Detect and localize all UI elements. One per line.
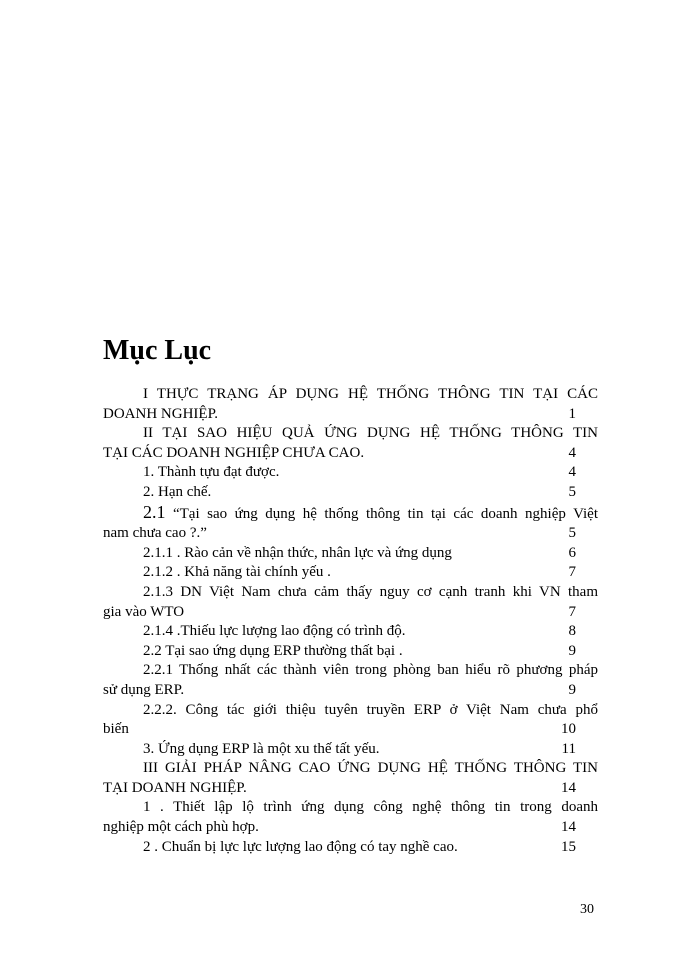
- toc-entry-page: 7: [568, 603, 576, 620]
- toc-entry[interactable]: [103, 798, 598, 837]
- toc-entry-text: [103, 503, 598, 525]
- toc-entry-page: 9: [568, 681, 576, 698]
- toc-entry[interactable]: [103, 563, 598, 583]
- toc-entry[interactable]: [103, 701, 598, 740]
- toc-entry[interactable]: [103, 583, 598, 622]
- toc-entry-text: II TẠI SAO HIỆU QUẢ ỨNG DỤNG HỆ THỐNG THÔNG TIN: [143, 425, 598, 442]
- toc-entry[interactable]: [103, 424, 598, 463]
- toc-entry-text: III GIẢI PHÁP NÂNG CAO ỨNG DỤNG HỆ THỐNG THÔNG TIN: [143, 760, 598, 777]
- toc-entry-text-cont: TẠI CÁC DOANH NGHIỆP CHƯA CAO.: [103, 444, 365, 461]
- toc-entry-text: 2.2 Tại sao ứng dụng ERP thường thất bại .: [143, 642, 403, 659]
- toc-entry[interactable]: [103, 740, 598, 760]
- toc-entry-page: 14: [561, 779, 576, 796]
- toc-entry-page: 5: [568, 483, 576, 500]
- toc-entry-text-cont: DOANH NGHIỆP.: [103, 405, 218, 422]
- toc-entry-text: 2.1.1 . Rào cản về nhận thức, nhân lực và ứng dụng: [143, 544, 452, 561]
- toc-entry[interactable]: [103, 661, 598, 700]
- toc-entry-page: 4: [568, 464, 576, 481]
- toc-entry-text: 2.1.2 . Khả năng tài chính yếu .: [143, 564, 331, 581]
- toc-entry-text-cont: biến: [103, 721, 129, 738]
- toc-entry-text-cont: TẠI DOANH NGHIỆP.: [103, 779, 247, 796]
- toc-entry[interactable]: [103, 642, 598, 662]
- toc-entry-text: 2.2.2. Công tác giới thiệu tuyên truyền ERP ở Việt Nam chưa phổ: [143, 701, 598, 718]
- toc-entry-page: 1: [568, 405, 576, 422]
- toc-entry[interactable]: [103, 503, 598, 544]
- toc-entry-text: 2.1.3 DN Việt Nam chưa cảm thấy nguy cơ cạnh tranh khi VN tham: [143, 583, 598, 600]
- toc-entry-number: 2.1: [143, 501, 166, 522]
- toc-entry-text: 1 . Thiết lập lộ trình ứng dụng công nghệ thông tin trong doanh: [143, 799, 598, 816]
- toc-entry[interactable]: [103, 622, 598, 642]
- toc-entry-page: 4: [568, 444, 576, 461]
- toc-entry-text: 1. Thành tựu đạt được.: [143, 464, 280, 481]
- toc-entry-page: 7: [568, 564, 576, 581]
- toc-entry-page: 8: [568, 623, 576, 640]
- toc-heading: Mục Lục: [103, 335, 212, 366]
- toc-entry[interactable]: [103, 759, 598, 798]
- toc-entry-text: 2.1.4 .Thiếu lực lượng lao động có trình độ.: [143, 623, 406, 640]
- toc-entry-text-cont: sử dụng ERP.: [103, 681, 185, 698]
- toc-entry[interactable]: [103, 463, 598, 483]
- toc-entry-text-cont: nghiệp một cách phù hợp.: [103, 819, 259, 836]
- table-of-contents: [103, 385, 598, 857]
- toc-entry-page: 14: [561, 819, 576, 836]
- toc-entry-text: 2.2.1 Thống nhất các thành viên trong phòng ban hiểu rõ phương pháp: [143, 662, 598, 679]
- toc-entry-text: 2. Hạn chế.: [143, 483, 212, 500]
- toc-entry[interactable]: [103, 483, 598, 503]
- toc-entry-page: 5: [568, 525, 576, 542]
- toc-entry-text: 3. Ứng dụng ERP là một xu thế tất yếu.: [143, 740, 380, 757]
- toc-entry-text-cont: gia vào WTO: [103, 603, 185, 620]
- toc-entry-title: “Tại sao ứng dụng hệ thống thông tin tại các doanh nghiệp Việt: [165, 505, 598, 522]
- toc-entry-page: 15: [561, 838, 576, 855]
- page-number: 30: [580, 902, 594, 917]
- toc-entry-page: 9: [568, 642, 576, 659]
- toc-entry[interactable]: [103, 838, 598, 858]
- toc-entry[interactable]: [103, 544, 598, 564]
- toc-entry-page: 10: [561, 721, 576, 738]
- toc-entry[interactable]: [103, 385, 598, 424]
- toc-entry-text: I THỰC TRẠNG ÁP DỤNG HỆ THỐNG THÔNG TIN TẠI CÁC: [143, 386, 598, 402]
- toc-entry-text: 2 . Chuẩn bị lực lực lượng lao động có tay nghề cao.: [143, 838, 458, 855]
- toc-entry-text-cont: nam chưa cao ?.”: [103, 525, 207, 542]
- toc-entry-page: 6: [568, 544, 576, 561]
- toc-entry-page: 11: [561, 740, 576, 757]
